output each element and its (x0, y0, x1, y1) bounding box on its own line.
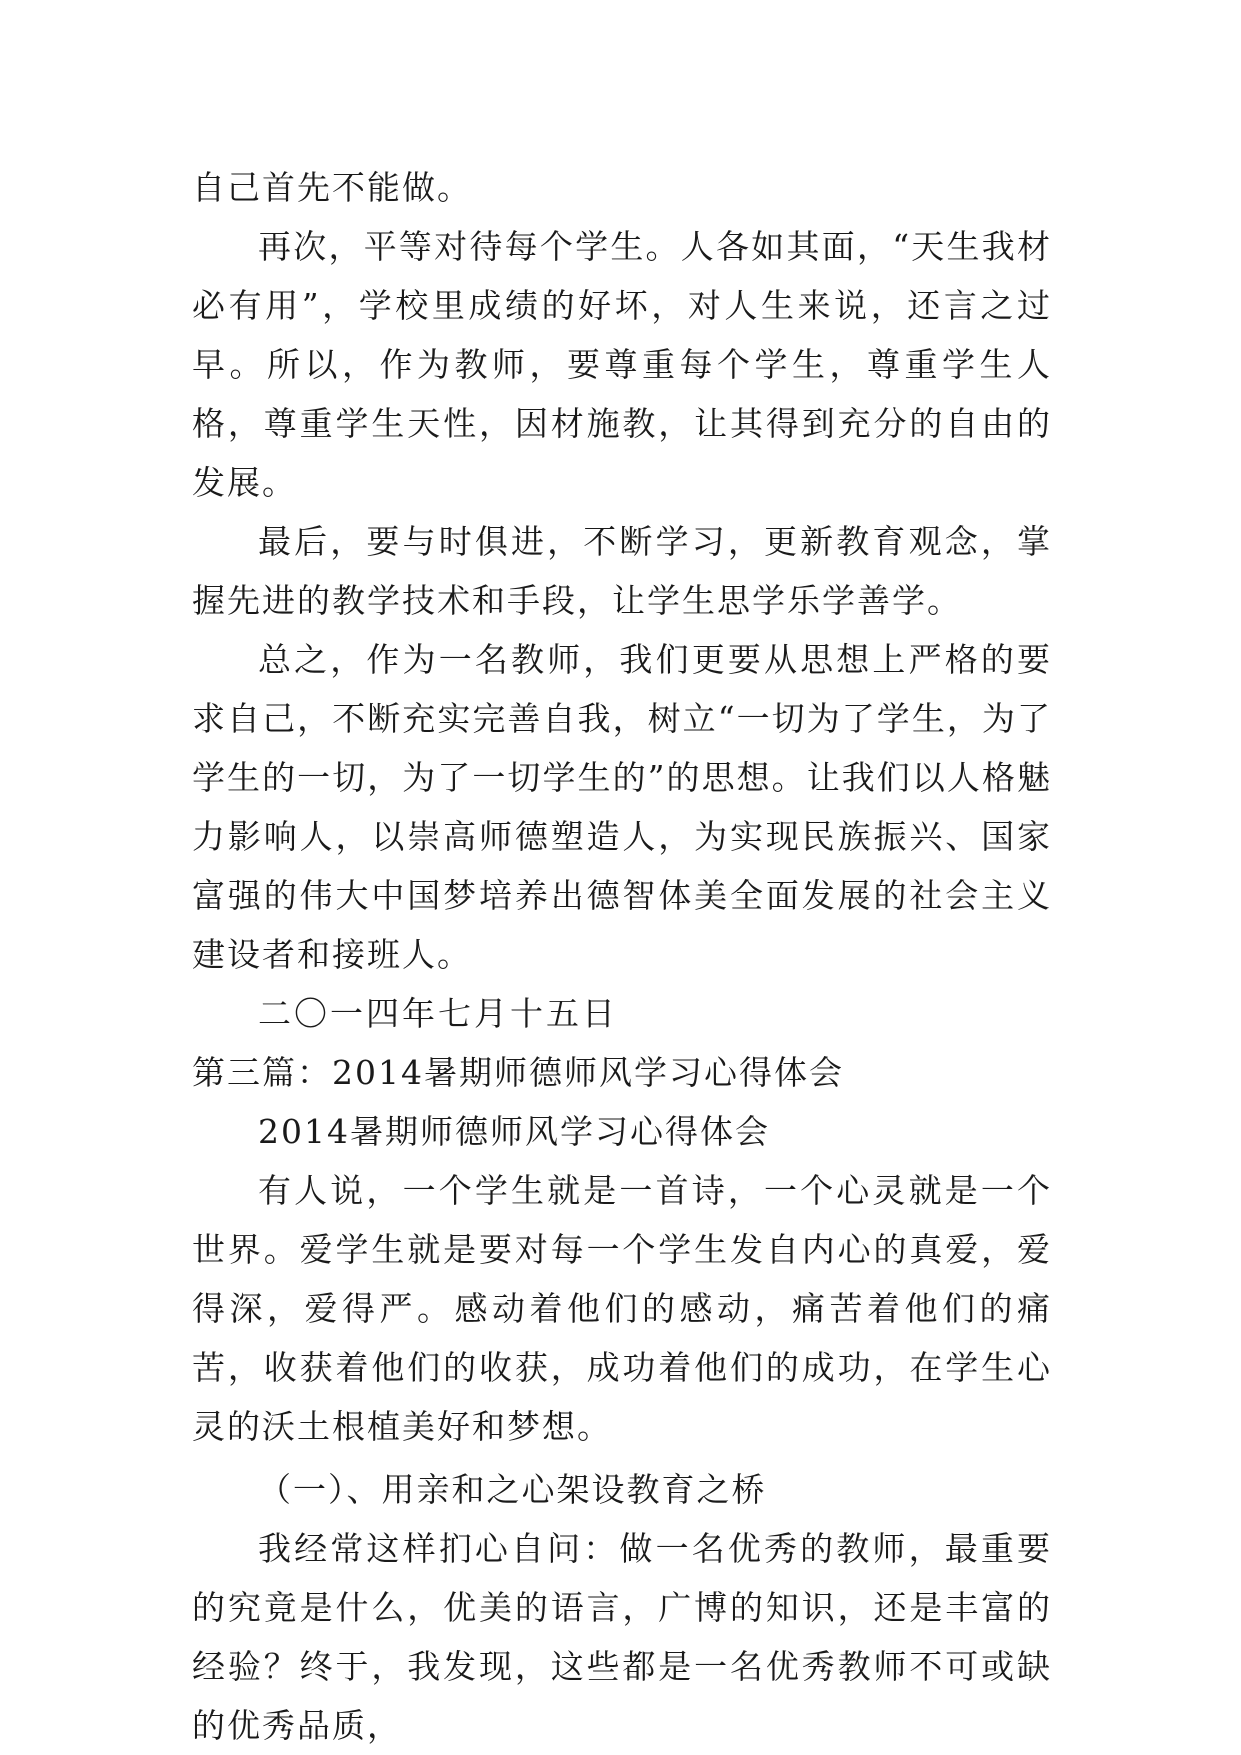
paragraph: 最后，要与时俱进，不断学习，更新教育观念，掌握先进的教学技术和手段，让学生思学乐学善学。 (192, 522, 1052, 620)
paragraph: 再次，平等对待每个学生。人各如其面，“天生我材必有用”，学校里成绩的好坏，对人生来说，还言之过早。所以，作为教师，要尊重每个学生，尊重学生人格，尊重学生天性，因材施教，让其得到充分的自由的发展。 (192, 227, 1052, 502)
section-heading: （一）、用亲和之心架设教育之桥 (258, 1470, 767, 1509)
document-body (192, 158, 1052, 1755)
article-title: 2014暑期师德师风学习心得体会 (258, 1112, 770, 1151)
paragraph: 总之，作为一名教师，我们更要从思想上严格的要求自己，不断充实完善自我，树立“一切为了学生，为了学生的一切，为了一切学生的”的思想。让我们以人格魅力影响人，以崇高师德塑造人，为实现民族振兴、国家富强的伟大中国梦培养出德智体美全面发展的社会主义建设者和接班人。 (192, 640, 1052, 974)
chapter-heading: 第三篇：2014暑期师德师风学习心得体会 (192, 1053, 844, 1092)
date-line: 二〇一四年七月十五日 (258, 994, 618, 1033)
paragraph: 有人说，一个学生就是一首诗，一个心灵就是一个世界。爱学生就是要对每一个学生发自内心的真爱，爱得深，爱得严。感动着他们的感动，痛苦着他们的痛苦，收获着他们的收获，成功着他们的成功，在学生心灵的沃土根植美好和梦想。 (192, 1171, 1052, 1446)
paragraph: 我经常这样扪心自问：做一名优秀的教师，最重要的究竟是什么，优美的语言，广博的知识，还是丰富的经验？终于，我发现，这些都是一名优秀教师不可或缺的优秀品质， (192, 1529, 1052, 1745)
paragraph: 自己首先不能做。 (192, 168, 472, 207)
